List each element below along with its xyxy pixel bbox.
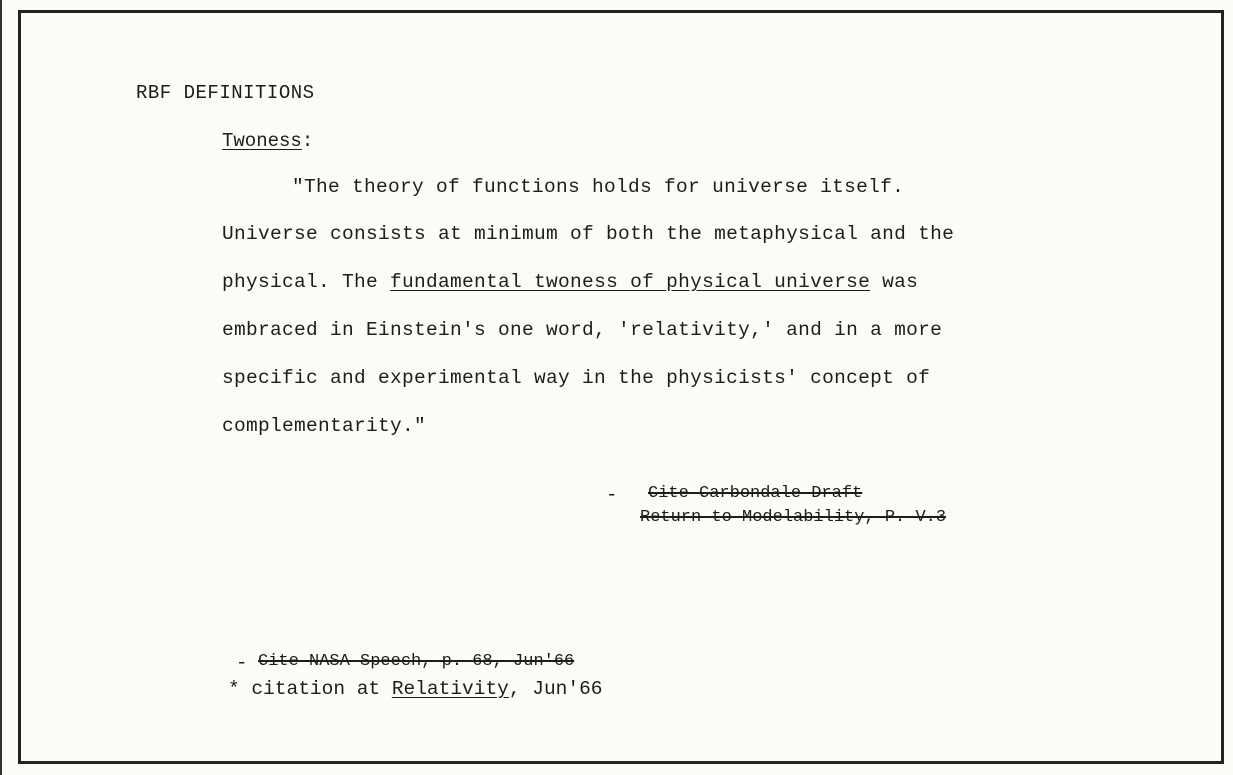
quote-line-3-start: physical. The [222,271,391,293]
citation-line [228,678,602,700]
citation-suffix: , Jun'66 [508,678,603,700]
struck-source-line-1: Cite Carbondale Draft [648,484,863,503]
term-colon: : [301,130,314,152]
quote-line-4: embraced in Einstein's one word, 'relativity,' and in a more [222,319,943,341]
struck-nasa-citation: Cite NASA Speech, p. 68, Jun'66 [258,652,575,671]
card-heading: RBF DEFINITIONS [136,82,315,104]
quote-line-5: specific and experimental way in the physicists' concept of [222,367,931,389]
source-dash: - [606,484,618,506]
quote-line-6: complementarity." [222,415,427,437]
quote-line-3 [222,271,918,293]
left-edge-rule [0,0,2,775]
nasa-dash: - [236,652,248,674]
citation-prefix: * citation at [228,678,392,700]
citation-link: Relativity [391,678,509,700]
term-word: Twoness [222,130,302,152]
quote-line-1: "The theory of functions holds for universe itself. [292,176,905,198]
term-label [222,130,313,152]
quote-line-3-end: was [870,271,919,293]
struck-source-line-2: Return to Modelability, P. V.3 [640,508,947,527]
quote-line-2: Universe consists at minimum of both the metaphysical and the [222,223,955,245]
underlined-phrase: fundamental twoness of physical universe [390,271,871,293]
